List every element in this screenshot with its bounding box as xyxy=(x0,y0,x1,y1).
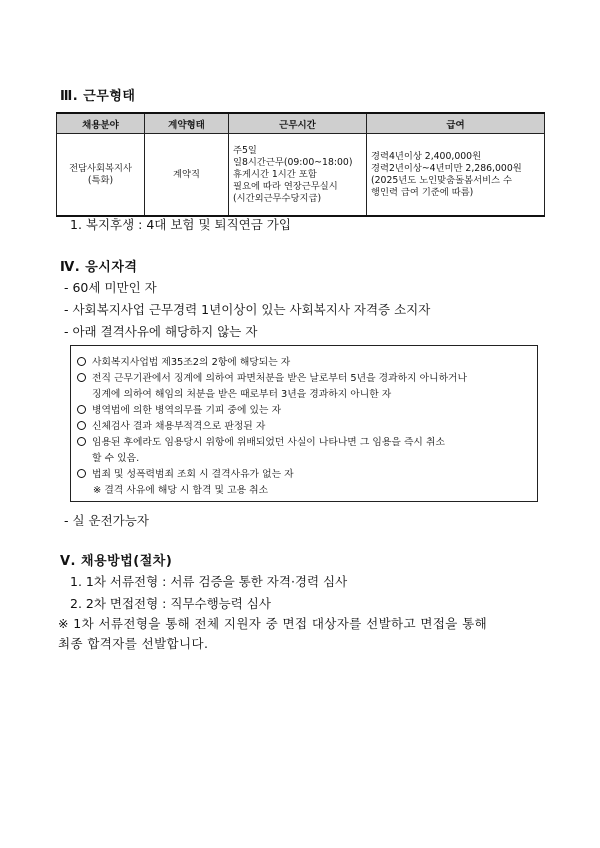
hours-line: 일8시간근무(09:00~18:00) xyxy=(233,156,353,168)
selection-note: ※ 1차 서류전형을 통해 전체 지원자 중 면접 대상자를 선발하고 면접을 통해 xyxy=(58,616,488,631)
qualification-item: - 아래 결격사유에 해당하지 않는 자 xyxy=(64,324,258,339)
salary-line: (2025년도 노인맞춤돌봄서비스 수 xyxy=(371,174,512,186)
hours-line: 필요에 따라 연장근무실시 xyxy=(233,180,338,192)
disqualification-note: ※ 결격 사유에 해당 시 합격 및 고용 취소 xyxy=(93,485,269,496)
circle-bullet-icon xyxy=(77,405,86,414)
hours-line: 주5일 xyxy=(233,144,257,156)
table-header-row xyxy=(57,113,545,134)
cell-hours xyxy=(229,134,367,217)
circle-bullet-icon xyxy=(77,357,86,366)
disqualification-item: 병역법에 의한 병역의무를 기피 중에 있는 자 xyxy=(77,402,281,416)
qualification-item: - 실 운전가능자 xyxy=(64,513,149,528)
disqualification-item: 신체검사 결과 채용부적격으로 판정된 자 xyxy=(77,418,265,432)
disqualification-box xyxy=(70,345,538,502)
hours-line: 휴게시간 1시간 포함 xyxy=(233,168,317,180)
circle-bullet-icon xyxy=(77,373,86,382)
disqualification-item: 전직 근무기관에서 징계에 의하여 파면처분을 받은 날로부터 5년을 경과하지 아니하거나 xyxy=(77,370,467,384)
circle-bullet-icon xyxy=(77,421,86,430)
hours-line: (시간외근무수당지급) xyxy=(233,192,322,204)
selection-note: 최종 합격자를 선발합니다. xyxy=(58,636,209,651)
step-item: 2. 2차 면접전형 : 직무수행능력 심사 xyxy=(70,596,271,611)
salary-line: 경력4년이상 2,400,000원 xyxy=(371,150,482,162)
field-name: 전담사회복지사 xyxy=(69,162,132,174)
section5-title: Ⅴ. 채용방법(절차) xyxy=(60,554,173,569)
disqualification-item: 임용된 후에라도 임용당시 위항에 위배되었던 사실이 나타나면 그 임용을 즉시 취소 xyxy=(77,434,445,448)
disqualification-item: 법죄 및 성폭력범죄 조회 시 결격사유가 없는 자 xyxy=(77,466,294,480)
circle-bullet-icon xyxy=(77,437,86,446)
salary-line: 행인력 급여 기준에 따름) xyxy=(371,186,474,198)
welfare-text: 1. 복지후생 : 4대 보험 및 퇴직연금 가입 xyxy=(70,217,291,232)
table-row xyxy=(57,134,545,217)
cell-contract: 계약직 xyxy=(145,134,229,217)
section4-title: Ⅳ. 응시자격 xyxy=(60,260,138,275)
header-contract: 계약형태 xyxy=(145,113,229,134)
header-hours: 근무시간 xyxy=(229,113,367,134)
qualification-item: - 60세 미만인 자 xyxy=(64,280,157,295)
disqualification-item-cont: 할 수 있음. xyxy=(92,453,140,464)
disqualification-item-cont: 징계에 의하여 해임의 처분을 받은 때로부터 3년을 경과하지 아니한 자 xyxy=(92,389,392,400)
salary-line: 경력2년이상~4년미만 2,286,000원 xyxy=(371,162,522,174)
cell-salary xyxy=(367,134,545,217)
header-field: 채용분야 xyxy=(57,113,145,134)
disqualification-item: 사회복지사업법 제35조2의 2항에 해당되는 자 xyxy=(77,354,290,368)
field-sub: (특화) xyxy=(87,174,114,186)
header-salary: 급여 xyxy=(367,113,545,134)
cell-field xyxy=(57,134,145,217)
step-item: 1. 1차 서류전형 : 서류 검증을 통한 자격·경력 심사 xyxy=(70,574,348,589)
section3-title: Ⅲ. 근무형태 xyxy=(60,89,136,104)
qualification-item: - 사회복지사업 근무경력 1년이상이 있는 사회복지사 자격증 소지자 xyxy=(64,302,431,317)
work-conditions-table xyxy=(56,112,545,217)
circle-bullet-icon xyxy=(77,469,86,478)
